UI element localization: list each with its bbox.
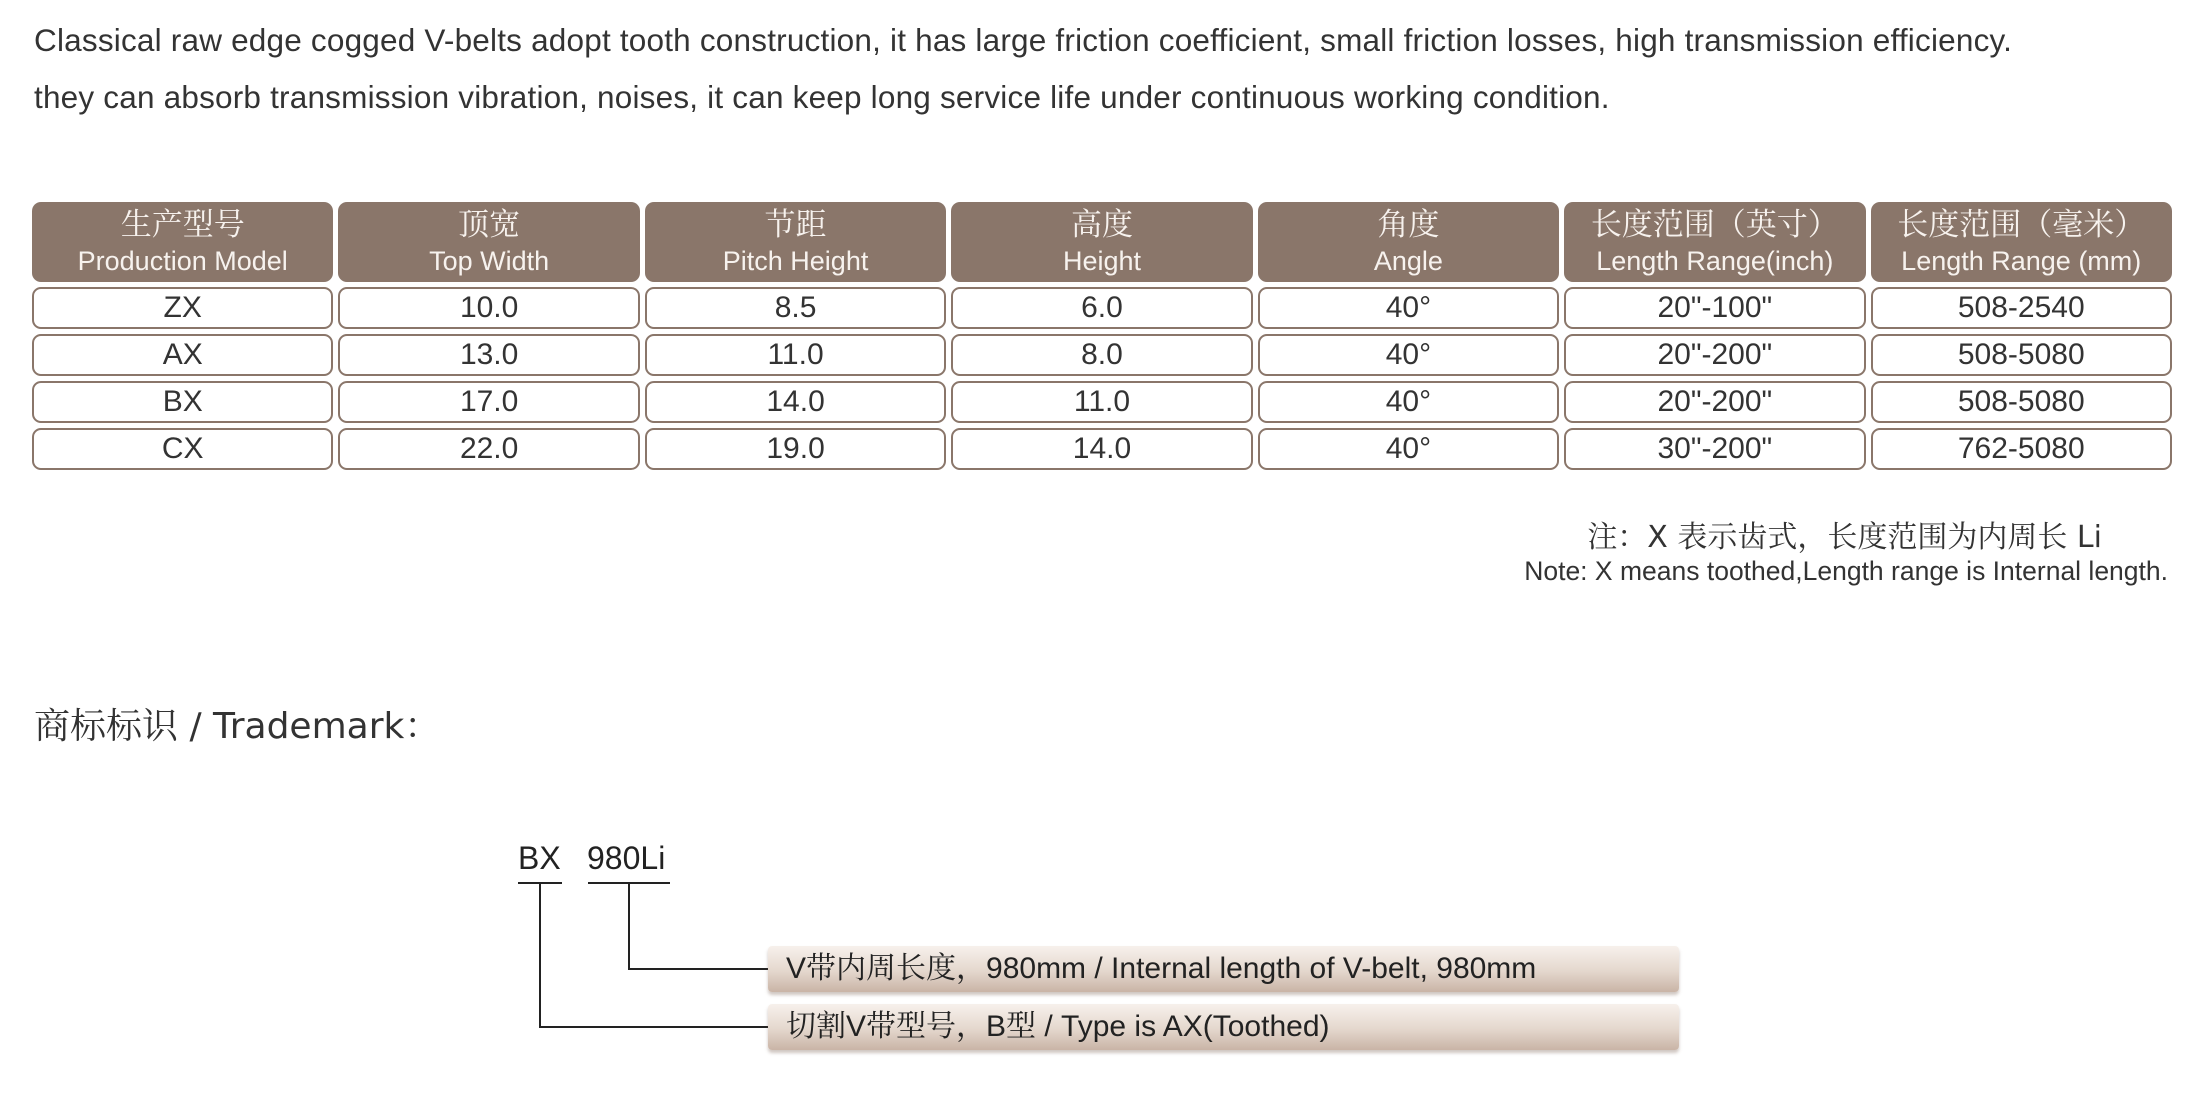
table-cell: 13.0: [338, 334, 639, 376]
table-cell: AX: [32, 334, 333, 376]
header-zh: 生产型号: [120, 207, 245, 243]
table-cell: 20"-100": [1564, 287, 1865, 329]
table-cell: 17.0: [338, 381, 639, 423]
table-cell: CX: [32, 428, 333, 470]
header-zh: 顶宽: [458, 207, 521, 243]
intro-line-1: Classical raw edge cogged V-belts adopt tooth construction, it has large friction coefficient, small friction losses, high transmission efficiency.: [34, 22, 2013, 58]
table-cell: 508-2540: [1871, 287, 2172, 329]
header-en: Pitch Height: [722, 246, 869, 276]
table-cell: 40°: [1258, 428, 1559, 470]
table-cell: 14.0: [645, 381, 946, 423]
trademark-heading: 商标标识 / Trademark：: [34, 706, 441, 747]
header-en: Production Model: [77, 246, 288, 276]
table-cell: 40°: [1258, 381, 1559, 423]
table-cell: 10.0: [338, 287, 639, 329]
label-internal-length: V带内周长度，980mm / Internal length of V-belt, 980mm: [768, 946, 1679, 992]
table-cell: 20"-200": [1564, 334, 1865, 376]
table-cell: 30"-200": [1564, 428, 1865, 470]
trademark-code-type: BX: [518, 840, 561, 876]
table-cell: 508-5080: [1871, 334, 2172, 376]
table-cell: 22.0: [338, 428, 639, 470]
header-zh: 节距: [764, 207, 827, 243]
header-en: Height: [1062, 246, 1141, 276]
table-cell: 8.5: [645, 287, 946, 329]
table-cell: 11.0: [951, 381, 1252, 423]
table-cell: 40°: [1258, 334, 1559, 376]
connector-type-line: [540, 883, 768, 1027]
header-zh: 角度: [1377, 207, 1440, 243]
table-cell: ZX: [32, 287, 333, 329]
table-cell: 11.0: [645, 334, 946, 376]
header-en: Length Range (mm): [1901, 246, 2142, 276]
header-zh: 长度范围（英寸）: [1590, 207, 1839, 243]
header-zh: 高度: [1070, 207, 1133, 243]
table-cell: 40°: [1258, 287, 1559, 329]
header-en: Length Range(inch): [1596, 246, 1834, 276]
connector-length-line: [629, 883, 768, 969]
note-chinese: 注：X 表示齿式，长度范围为内周长 Li: [1587, 520, 2102, 555]
header-zh: 长度范围（毫米）: [1897, 207, 2146, 243]
header-en: Angle: [1373, 246, 1443, 276]
table-cell: 20"-200": [1564, 381, 1865, 423]
table-cell: 8.0: [951, 334, 1252, 376]
table-cell: 6.0: [951, 287, 1252, 329]
table-cell: 762-5080: [1871, 428, 2172, 470]
header-en: Top Width: [429, 246, 550, 276]
trademark-code-length: 980Li: [587, 840, 666, 876]
table-cell: BX: [32, 381, 333, 423]
table-cell: 19.0: [645, 428, 946, 470]
label-belt-type: 切割V带型号，B型 / Type is AX(Toothed): [768, 1004, 1679, 1050]
intro-line-2: they can absorb transmission vibration, noises, it can keep long service life under continuous working condition.: [34, 79, 1610, 115]
table-cell: 508-5080: [1871, 381, 2172, 423]
note-english: Note: X means toothed,Length range is Internal length.: [1524, 556, 2168, 586]
table-cell: 14.0: [951, 428, 1252, 470]
